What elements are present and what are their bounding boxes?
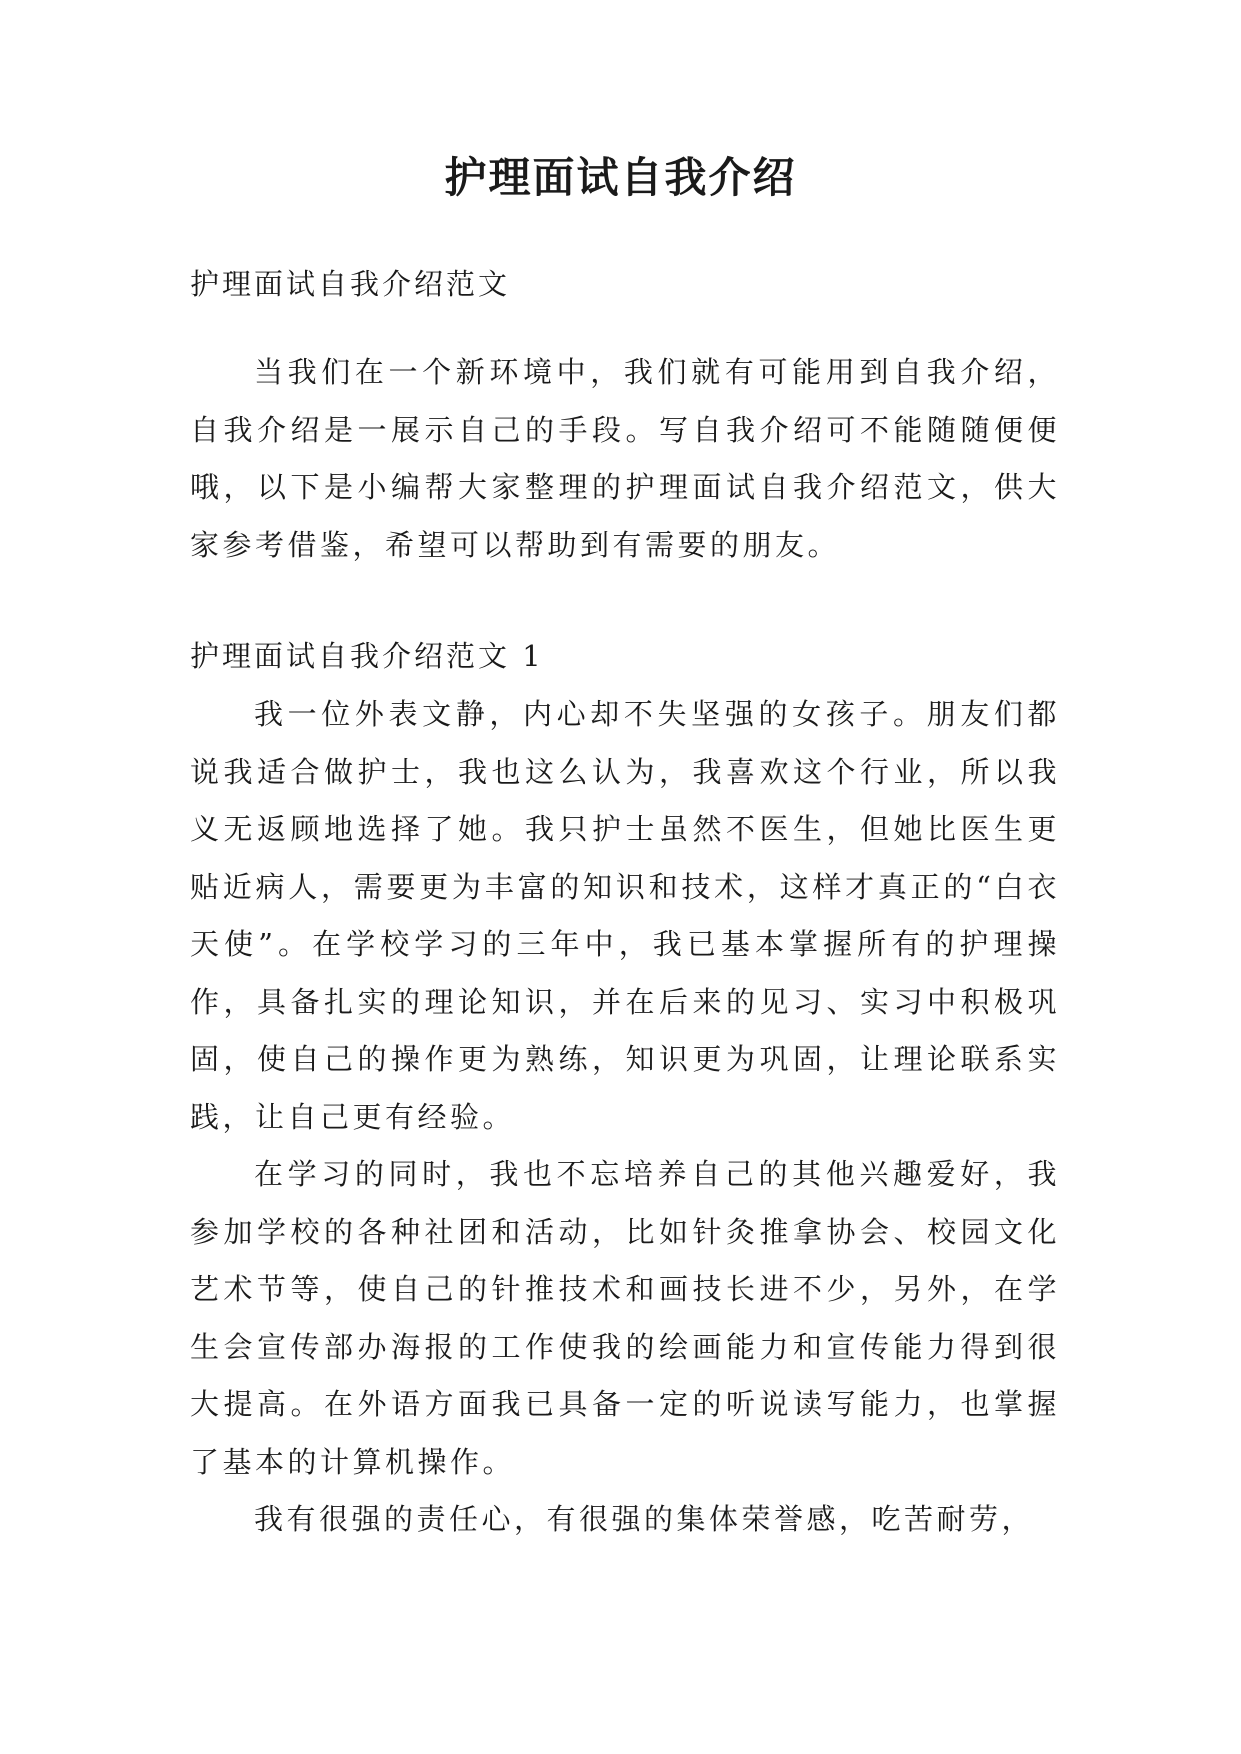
section1-paragraph-3: 我有很强的责任心，有很强的集体荣誉感，吃苦耐劳，	[254, 1502, 1035, 1536]
document-title: 护理面试自我介绍	[444, 153, 797, 202]
section1-header	[190, 628, 1060, 686]
section1-heading: 护理面试自我介绍范文 1	[190, 639, 544, 673]
intro-heading: 护理面试自我介绍范文	[190, 267, 511, 301]
section1-body	[190, 686, 1060, 1549]
intro-section	[190, 256, 1060, 314]
intro-body	[190, 344, 1060, 574]
section1-paragraph-1: 我一位外表文静，内心却不失坚强的女孩子。朋友们都说我适合做护士，我也这么认为，我喜欢这个行业，所以我义无返顾地选择了她。我只护士虽然不医生，但她比医生更贴近病人，需要更为丰富的知识和技术，这样才真正的“白衣天使”。在学校学习的三年中，我已基本掌握所有的护理操作，具备扎实的理论知识，并在后来的见习、实习中积极巩固，使自己的操作更为熟练，知识更为巩固，让理论联系实践，让自己更有经验。	[190, 697, 1060, 1134]
intro-paragraph: 当我们在一个新环境中，我们就有可能用到自我介绍，自我介绍是一展示自己的手段。写自我介绍可不能随随便便哦，以下是小编帮大家整理的护理面试自我介绍范文，供大家参考借鉴，希望可以帮助到有需要的朋友。	[190, 355, 1060, 562]
section1-paragraph-2: 在学习的同时，我也不忘培养自己的其他兴趣爱好，我参加学校的各种社团和活动，比如针灸推拿协会、校园文化艺术节等，使自己的针推技术和画技长进不少，另外，在学生会宣传部办海报的工作使我的绘画能力和宣传能力得到很大提高。在外语方面我已具备一定的听说读写能力，也掌握了基本的计算机操作。	[190, 1157, 1060, 1479]
